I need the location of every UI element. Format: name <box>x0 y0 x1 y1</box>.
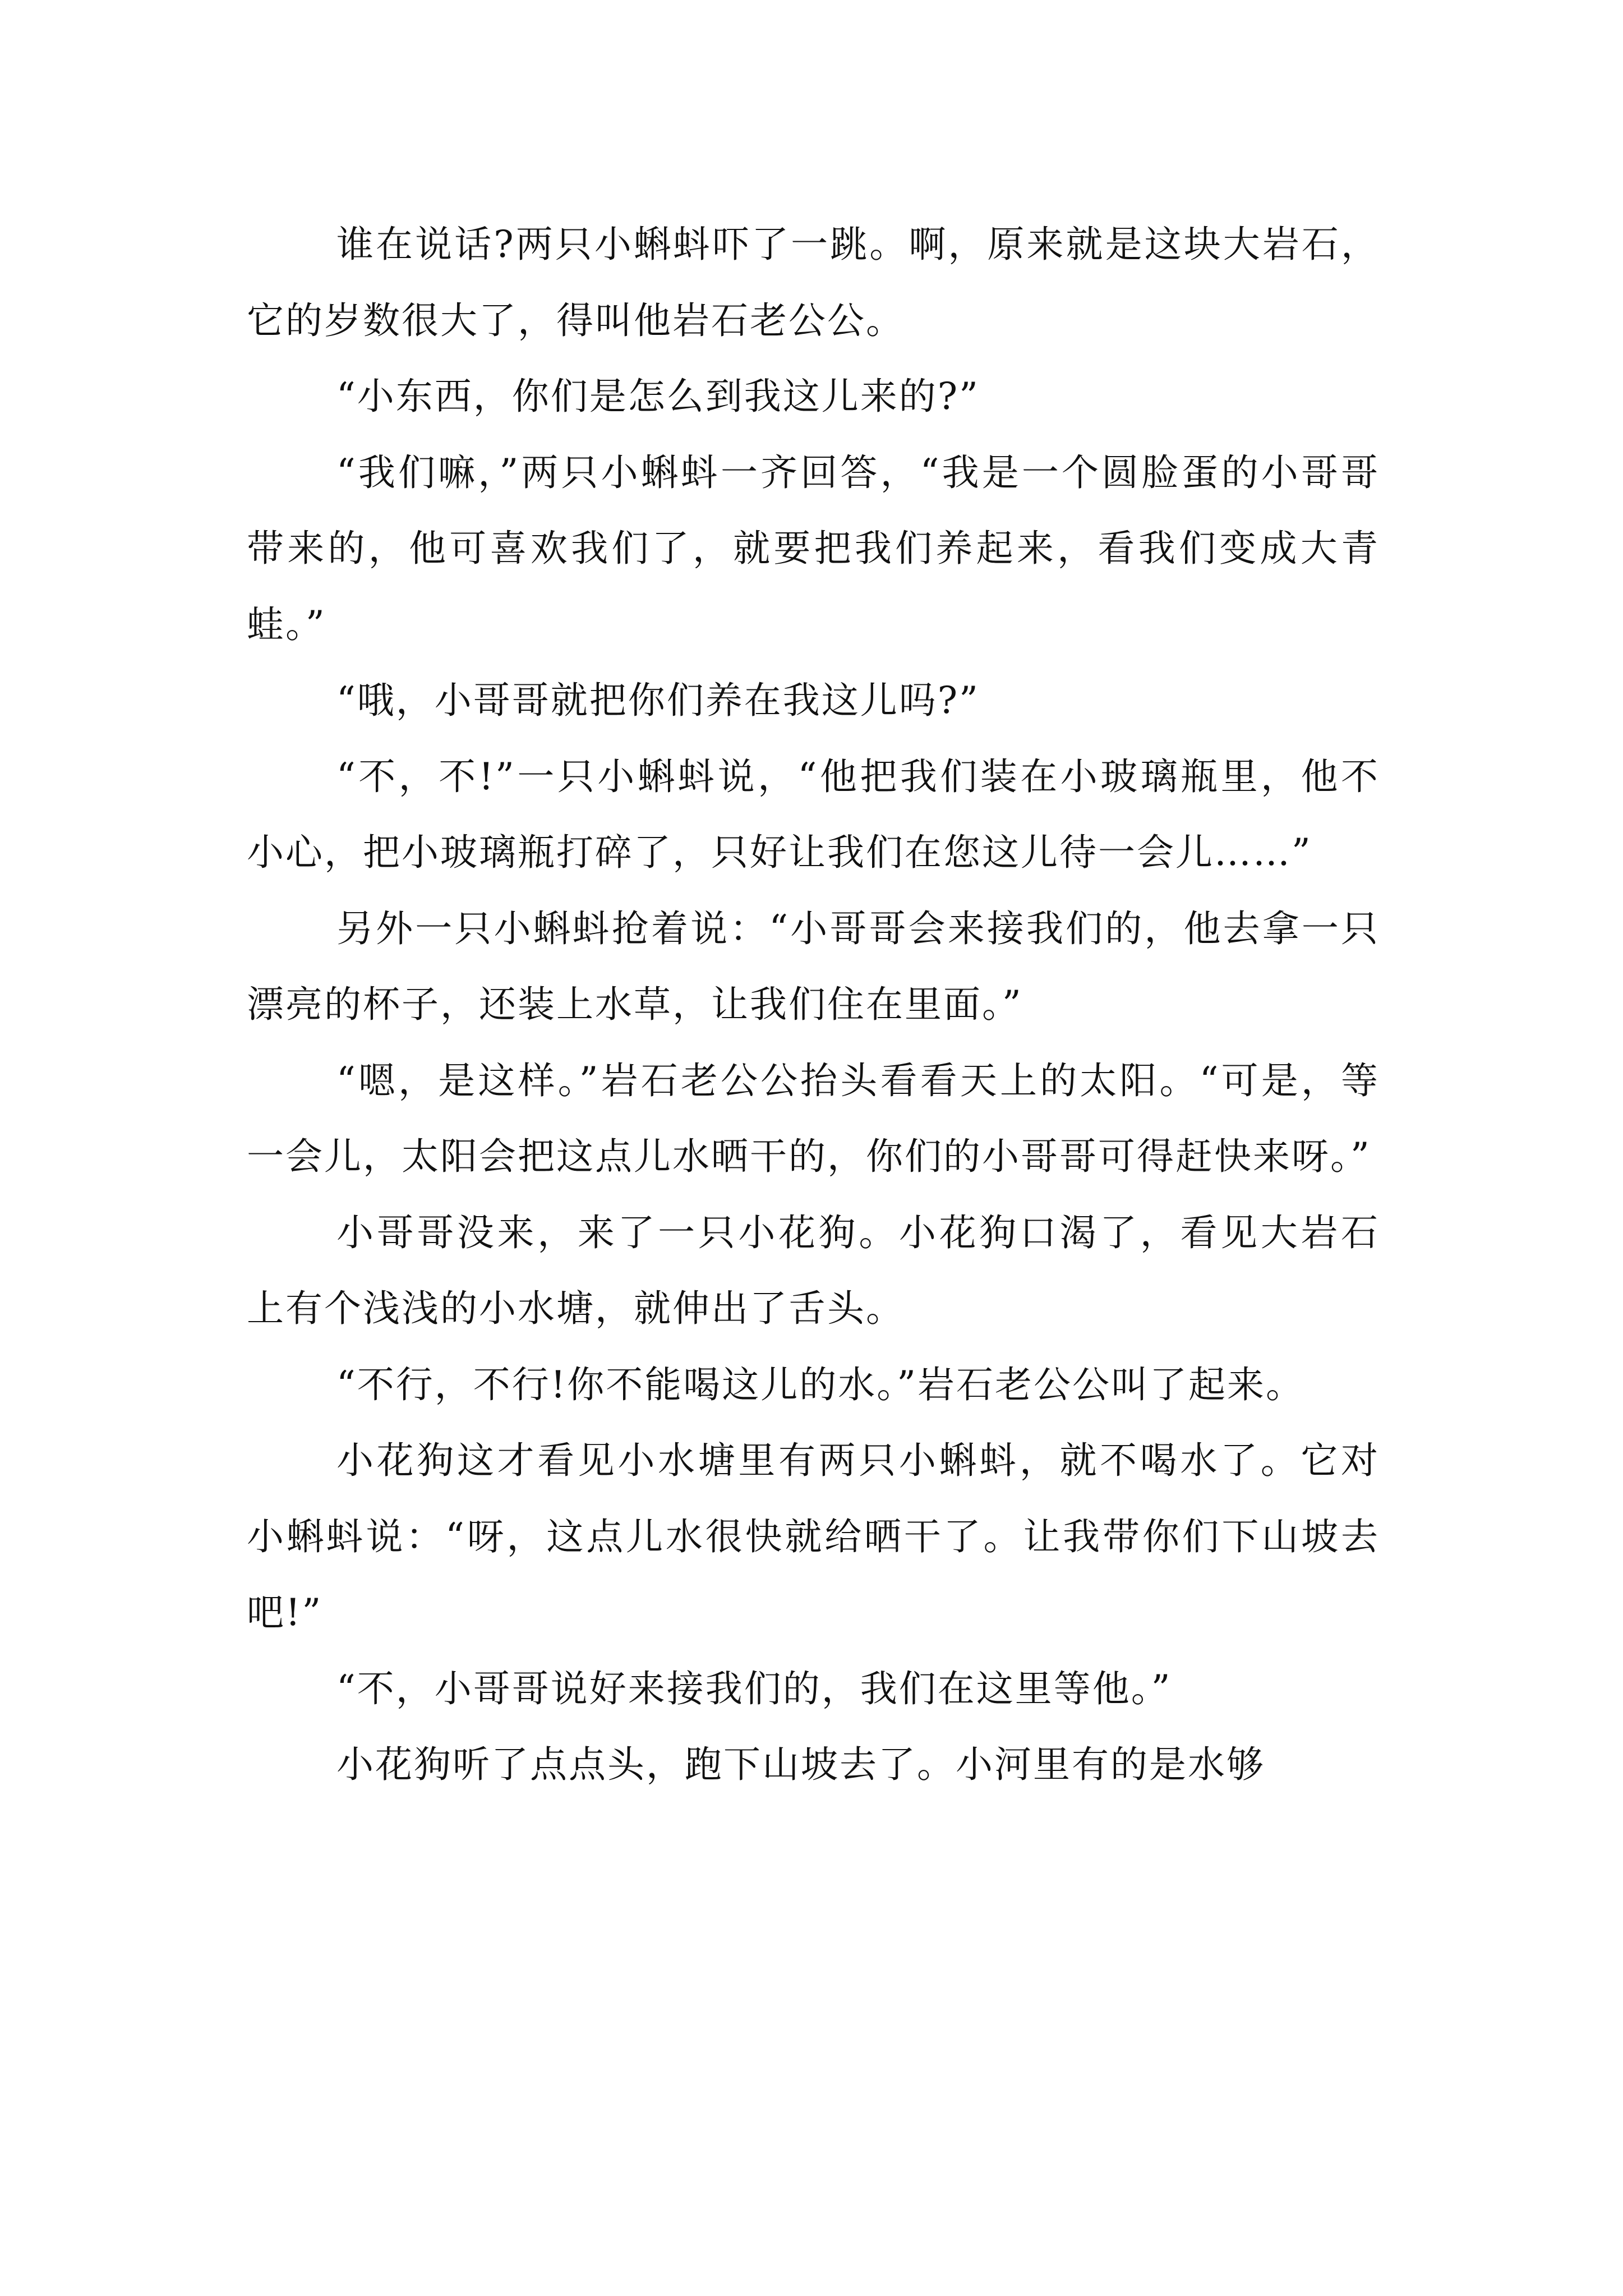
paragraph: “我们嘛，”两只小蝌蚪一齐回答，“我是一个圆脸蛋的小哥哥带来的，他可喜欢我们了，就要把我们养起来，看我们变成大青蛙。” <box>247 450 1380 646</box>
paragraph: “不，小哥哥说好来接我们的，我们在这里等他。” <box>336 1667 1172 1710</box>
paragraph: 小哥哥没来，来了一只小花狗。小花狗口渴了，看见大岩石上有个浅浅的小水塘，就伸出了舌头。 <box>247 1211 1380 1330</box>
paragraph: “不，不!”一只小蝌蚪说，“他把我们装在小玻璃瓶里，他不小心，把小玻璃瓶打碎了，只好让我们在您这儿待一会儿……” <box>247 754 1380 874</box>
paragraph: 谁在说话?两只小蝌蚪吓了一跳。啊，原来就是这块大岩石，它的岁数很大了，得叫他岩石老公公。 <box>247 223 1380 342</box>
paragraph: 小花狗听了点点头，跑下山坡去了。小河里有的是水够 <box>336 1743 1265 1786</box>
document-page <box>247 206 1380 1803</box>
paragraph: “不行，不行!你不能喝这儿的水。”岩石老公公叫了起来。 <box>336 1363 1305 1406</box>
paragraph: “小东西，你们是怎么到我这儿来的?” <box>336 375 980 418</box>
paragraph: “嗯，是这样。”岩石老公公抬头看看天上的太阳。“可是，等一会儿，太阳会把这点儿水晒干的，你们的小哥哥可得赶快来呀。” <box>247 1059 1380 1178</box>
paragraph: 另外一只小蝌蚪抢着说：“小哥哥会来接我们的，他去拿一只漂亮的杯子，还装上水草，让我们住在里面。” <box>247 907 1380 1026</box>
paragraph: “哦，小哥哥就把你们养在我这儿吗?” <box>336 679 980 722</box>
paragraph: 小花狗这才看见小水塘里有两只小蝌蚪，就不喝水了。它对小蝌蚪说：“呀，这点儿水很快就给晒干了。让我带你们下山坡去吧!” <box>247 1439 1380 1634</box>
